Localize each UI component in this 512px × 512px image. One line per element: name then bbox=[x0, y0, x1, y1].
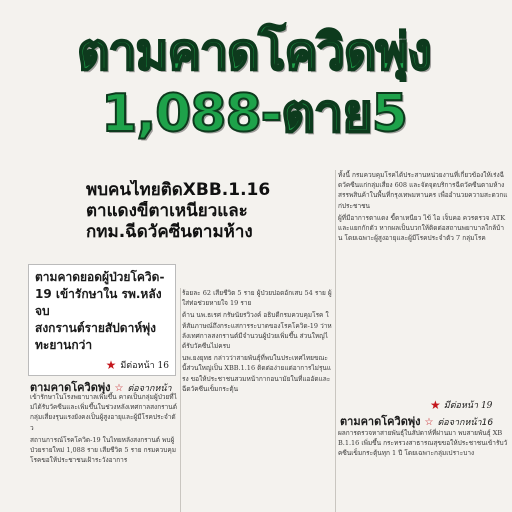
right-continued-byline bbox=[430, 398, 492, 412]
summary-title-line: 19 เข้ารักษาใน รพ.หลังจบ bbox=[35, 287, 162, 318]
column-divider bbox=[180, 288, 181, 512]
subheadline bbox=[86, 180, 301, 243]
summary-title-line: ทะยานกว่า bbox=[35, 338, 93, 352]
article-paragraph: ผลการตรวจหาสายพันธุ์ในสัปดาห์ที่ผ่านมา พบสายพันธุ์ XBB.1.16 เพิ่มขึ้น กระทรวงสาธารณสุขขอให้ประชาชนเข้ารับวัคซีนเข็มกระตุ้นทุก 1 ปี โดยเฉพาะกลุ่มเปราะบาง bbox=[338, 429, 508, 458]
summary-box bbox=[28, 264, 176, 376]
subheadline-line: กทม.ฉีดวัคซีนตามห้าง bbox=[86, 222, 253, 242]
article-column-left bbox=[30, 392, 178, 512]
summary-title-line: ตามคาดยอดผู้ป่วยโควิด- bbox=[35, 270, 165, 284]
article-column-right bbox=[338, 170, 508, 394]
column-head-continued: ต่อจากหน้า16 bbox=[437, 418, 494, 428]
column-head-continued: ต่อจากหน้า bbox=[127, 384, 172, 394]
subheadline-line: พบคนไทยติดXBB.1.16 bbox=[86, 180, 271, 200]
summary-byline bbox=[35, 358, 169, 372]
article-paragraph: ผู้ที่มีอาการตาแดง ขี้ตาเหนียว ไข้ ไอ เจ็บคอ ควรตรวจ ATK และแยกกักตัว หากผลเป็นบวกให้ติดต่อสถานพยาบาลใกล้บ้าน โดยเฉพาะผู้สูงอายุและผู้มีโรคประจำตัว 7 กลุ่มโรค bbox=[338, 213, 506, 243]
summary-continued-text: มีต่อหน้า 16 bbox=[120, 361, 169, 371]
star-icon: ☆ bbox=[114, 383, 124, 394]
star-icon: ☆ bbox=[424, 417, 434, 428]
article-paragraph: เข้ารักษาในโรงพยาบาลเพิ่มขึ้น คาดเป็นกลุ่มผู้ป่วยที่ไม่ได้รับวัคซีนและเพิ่มขึ้นในช่วงหลังเทศกาลสงกรานต์ กลุ่มเสี่ยงรุนแรงยังคงเป็นผู้สูงอายุและผู้มีโรคประจำตัว bbox=[30, 393, 177, 432]
article-paragraph: ร้อยละ 62 เสียชีวิต 5 ราย ผู้ป่วยปอดอักเสบ 54 ราย ผู้ใส่ท่อช่วยหายใจ 19 ราย bbox=[182, 289, 332, 308]
article-paragraph: ทั้งนี้ กรมควบคุมโรคได้ประสานหน่วยงานที่เกี่ยวข้องให้เร่งฉีดวัคซีนแก่กลุ่มเสี่ยง 608 และจัดจุดบริการฉีดวัคซีนตามห้างสรรพสินค้าในพื้นที่กรุงเทพมหานคร เพื่ออำนวยความสะดวกแก่ประชาชน bbox=[338, 171, 508, 210]
summary-title-line: สงกรานต์รายสัปดาห์พุ่ง bbox=[35, 321, 156, 335]
column-head-label: ตามคาดโควิดพุ่ง bbox=[340, 415, 421, 428]
headline-line-1: ตามคาดโควิดพุ่ง bbox=[77, 23, 431, 81]
article-paragraph: ด้าน นพ.ธเรศ กรัษนัยรวิวงค์ อธิบดีกรมควบคุมโรค ให้สัมภาษณ์ถึงกระแสการระบาดของโรคโควิด-19 ว่าหลังเทศกาลสงกรานต์มีจำนวนผู้ป่วยเพิ่มขึ้น ส่วนใหญ่ได้รับวัคซีนไม่ครบ bbox=[182, 311, 332, 351]
right-continued-text: มีต่อหน้า 19 bbox=[443, 401, 493, 411]
article-paragraph: นพ.ยงยุทธ กล่าวว่าสายพันธุ์ที่พบในประเทศไทยขณะนี้ส่วนใหญ่เป็น XBB.1.16 ติดต่อง่ายแต่อาการไม่รุนแรง ขอให้ประชาชนสวมหน้ากากอนามัยในที่แออัดและฉีดวัคซีนเข็มกระตุ้น bbox=[182, 354, 332, 393]
article-column-right-lower bbox=[338, 428, 508, 512]
subheadline-line: ตาแดงขี้ตาเหนียวและ bbox=[86, 201, 248, 221]
star-icon: ★ bbox=[430, 398, 441, 412]
headline-line-2: 1,088-ตาย5 bbox=[101, 84, 407, 144]
article-paragraph: สถานการณ์โรคโควิด-19 ในไทยหลังสงกรานต์ พบผู้ป่วยรายใหม่ 1,088 ราย เสียชีวิต 5 ราย กรมควบคุมโรคขอให้ประชาชนเฝ้าระวังอาการ bbox=[30, 435, 177, 465]
article-column-middle bbox=[182, 288, 332, 512]
star-icon: ★ bbox=[105, 358, 117, 372]
column-head-label: ตามคาดโควิดพุ่ง bbox=[30, 381, 111, 394]
column-divider bbox=[335, 170, 336, 512]
